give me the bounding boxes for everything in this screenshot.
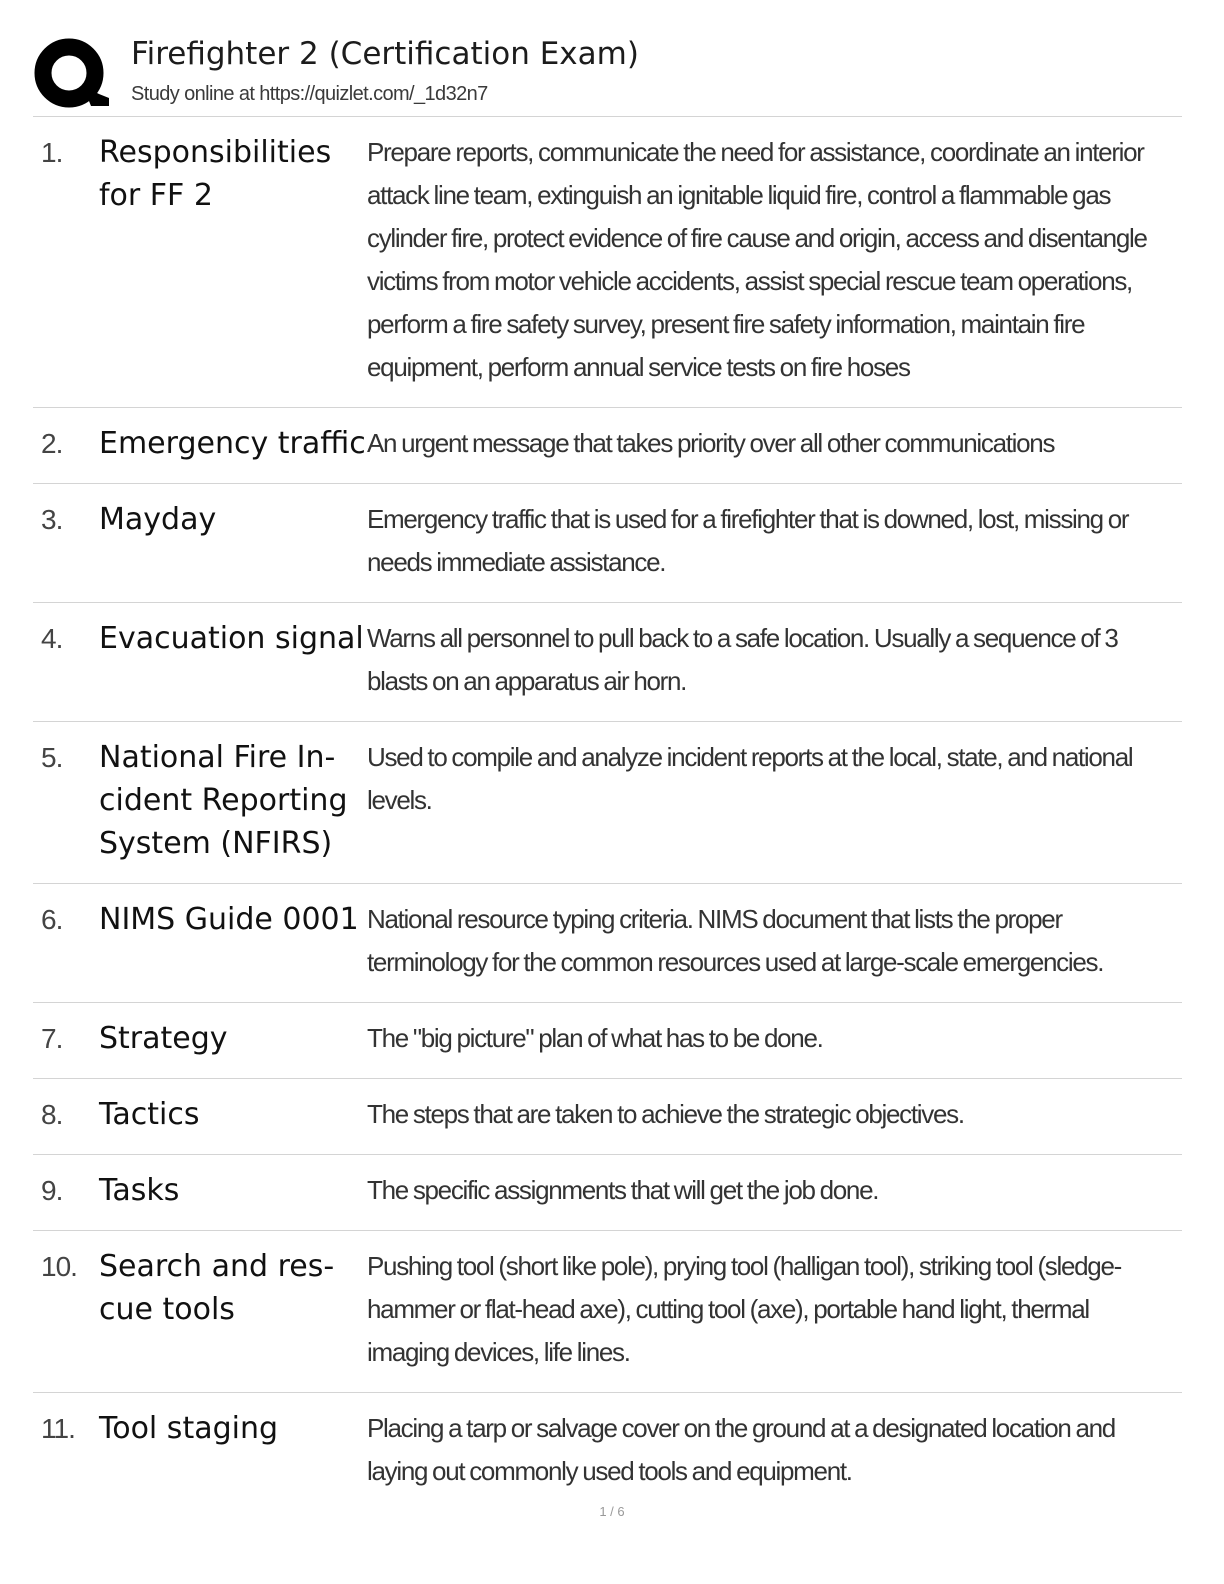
item-term: National Fire In- cident Reporting System (NFIRS) [99,740,348,861]
item-definition: Emergency traffic that is used for a firefighter that is downed, lost, missing or needs immediate assistance. [367,504,1129,577]
item-definition: Warns all personnel to pull back to a safe location. Usually a sequence of 3 blasts on an apparatus air horn. [367,623,1118,696]
list-item [33,603,1182,722]
list-item [33,884,1182,1003]
item-definition: Used to compile and analyze incident reports at the local, state, and national levels. [367,742,1133,815]
item-definition: The "big picture" plan of what has to be done. [367,1023,823,1053]
list-item [33,1231,1182,1393]
list-item [33,1003,1182,1079]
page-header [33,34,1182,117]
item-term: Emergency traffic [99,426,366,461]
item-number: 10. [41,1251,77,1282]
item-number: 9. [41,1175,63,1206]
item-term: Mayday [99,502,217,537]
item-number: 11. [41,1413,75,1444]
item-definition: Placing a tarp or salvage cover on the ground at a designated location and laying out commonly used tools and equipment. [367,1413,1115,1486]
item-number: 1. [41,137,63,168]
item-term: Tactics [99,1097,200,1132]
item-definition: The steps that are taken to achieve the strategic objectives. [367,1099,964,1129]
item-definition: Pushing tool (short like pole), prying tool (halligan tool), striking tool (sledge-hammer or flat-head axe), cutting tool (axe), portable hand light, thermal imaging devices, life lines. [367,1251,1121,1367]
list-item [33,1079,1182,1155]
item-definition: An urgent message that takes priority over all other communications [367,428,1055,458]
quizlet-q-logo-icon [33,34,113,112]
study-online-link[interactable]: Study online at https://quizlet.com/_1d32n7 [131,83,488,105]
item-term: Tasks [99,1173,180,1208]
item-term: Evacuation signal [99,621,364,656]
item-definition: National resource typing criteria. NIMS document that lists the proper terminology for the common resources used at large-scale emergencies. [367,904,1104,977]
item-number: 6. [41,904,63,935]
item-term: Tool staging [99,1411,279,1446]
list-item [33,117,1182,408]
list-item [33,722,1182,884]
item-term: Strategy [99,1021,228,1056]
page-title: Firefighter 2 (Certification Exam) [131,36,639,72]
list-item [33,484,1182,603]
list-item [33,1155,1182,1231]
item-definition: Prepare reports, communicate the need for assistance, coordinate an interior attack line team, extinguish an ignitable liquid fire, control a flammable gas cylinder fire, protect evidence of fire cause and origin, access and disentangle victims from motor vehicle accidents, assist special rescue team operations, perform a fire safety survey, present fire safety information, maintain fire equipment, perform annual service tests on fire hoses [367,137,1147,382]
item-number: 3. [41,504,63,535]
item-term: NIMS Guide 0001 [99,902,359,937]
item-number: 5. [41,742,63,773]
item-number: 7. [41,1023,63,1054]
list-item [33,1393,1182,1511]
item-term: Search and res- cue tools [99,1249,335,1327]
item-term: Responsibilities for FF 2 [99,135,332,213]
item-definition: The specific assignments that will get the job done. [367,1175,879,1205]
item-number: 4. [41,623,63,654]
flashcard-list [33,117,1182,1511]
item-number: 8. [41,1099,63,1130]
page-number: 1 / 6 [599,1504,625,1519]
list-item [33,408,1182,484]
item-number: 2. [41,428,63,459]
